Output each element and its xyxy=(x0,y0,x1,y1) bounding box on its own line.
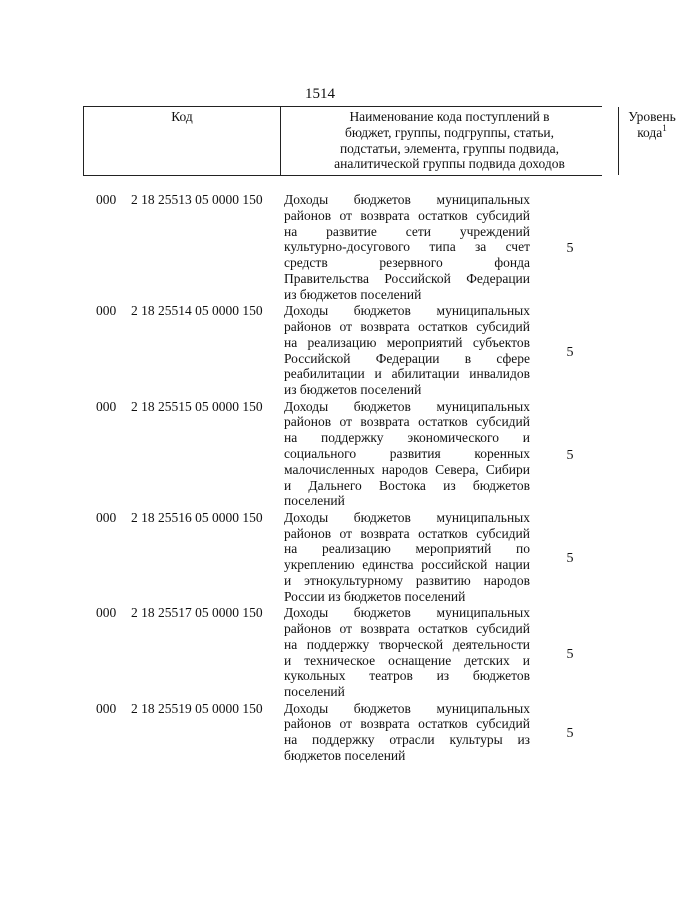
revenue-name-line: Доходы бюджетов муниципальных xyxy=(284,700,530,716)
revenue-name xyxy=(284,303,530,398)
admin-code: 000 xyxy=(96,192,117,207)
admin-code: 000 xyxy=(96,605,117,621)
revenue-name-line: укреплению единства российской нации xyxy=(284,557,530,573)
revenue-name-line: Доходы бюджетов муниципальных xyxy=(284,398,530,414)
revenue-name-line: из бюджетов поселений xyxy=(284,382,422,398)
header-name-line: бюджет, группы, подгруппы, статьи, xyxy=(345,124,554,140)
header-level-line2: кода$^1$ xyxy=(637,122,667,140)
revenue-name-line: кукольных театров из бюджетов xyxy=(284,668,530,684)
header-name xyxy=(281,107,619,175)
header-name-line: аналитической группы подвида доходов xyxy=(334,156,565,172)
revenue-name-line: районов от возврата остатков субсидий xyxy=(284,716,530,732)
revenue-name-line: районов от возврата остатков субсидий xyxy=(284,525,530,541)
code-level: 5 xyxy=(566,726,574,742)
revenue-name xyxy=(284,510,530,605)
revenue-name-line: на поддержку экономического и xyxy=(284,430,530,446)
header-level-line1: Уровень xyxy=(628,109,676,124)
revenue-name-line: районов от возврата остатков субсидий xyxy=(284,620,530,636)
revenue-code: 2 18 25513 05 0000 150 xyxy=(131,192,263,207)
revenue-name-line: Доходы бюджетов муниципальных xyxy=(284,605,530,621)
revenue-name-line: культурно-досугового типа за счет xyxy=(284,239,530,255)
revenue-name-line: России из бюджетов поселений xyxy=(284,588,466,604)
header-name-line: Наименование кода поступлений в xyxy=(349,109,550,124)
revenue-name-line: Российской Федерации в сфере xyxy=(284,350,530,366)
admin-code: 000 xyxy=(96,303,117,319)
footnote-marker: 1 xyxy=(662,122,667,133)
admin-code: 000 xyxy=(96,700,117,716)
revenue-name-line: поселений xyxy=(284,493,345,509)
table-header xyxy=(83,106,676,176)
revenue-name-line: на реализацию мероприятий субъектов xyxy=(284,334,530,350)
code-level: 5 xyxy=(566,447,574,463)
header-level xyxy=(619,107,685,175)
revenue-name-line: на реализацию мероприятий по xyxy=(284,541,530,557)
revenue-name-line: средств резервного фонда xyxy=(284,255,530,271)
revenue-name-line: бюджетов поселений xyxy=(284,747,406,763)
revenue-name xyxy=(284,192,530,303)
admin-code: 000 xyxy=(96,398,117,414)
revenue-name-line: и техническое оснащение детских и xyxy=(284,652,530,668)
revenue-name-line: районов от возврата остатков субсидий xyxy=(284,207,530,223)
revenue-name-line: поселений xyxy=(284,684,345,700)
code-level: 5 xyxy=(566,344,574,360)
revenue-code: 2 18 25517 05 0000 150 xyxy=(131,605,263,621)
code-level: 5 xyxy=(566,551,574,567)
revenue-name-line: Доходы бюджетов муниципальных xyxy=(284,192,530,207)
revenue-name-line: на поддержку творческой деятельности xyxy=(284,636,530,652)
revenue-name-line: и Дальнего Востока из бюджетов xyxy=(284,477,530,493)
revenue-name-line: из бюджетов поселений xyxy=(284,286,422,302)
revenue-name xyxy=(284,605,530,700)
revenue-name-line: реабилитации и абилитации инвалидов xyxy=(284,366,530,382)
admin-code: 000 xyxy=(96,509,117,525)
revenue-code: 2 18 25514 05 0000 150 xyxy=(131,303,263,319)
page-number: 1514 xyxy=(305,86,335,102)
revenue-code: 2 18 25515 05 0000 150 xyxy=(131,398,263,414)
code-level: 5 xyxy=(566,646,574,662)
revenue-code: 2 18 25519 05 0000 150 xyxy=(131,700,263,716)
revenue-name-line: районов от возврата остатков субсидий xyxy=(284,414,530,430)
revenue-name-line: малочисленных народов Севера, Сибири xyxy=(284,461,530,477)
revenue-name-line: на поддержку отрасли культуры из xyxy=(284,732,530,748)
code-level: 5 xyxy=(566,241,574,257)
revenue-name-line: Доходы бюджетов муниципальных xyxy=(284,303,530,319)
revenue-name-line: Доходы бюджетов муниципальных xyxy=(284,509,530,525)
revenue-name xyxy=(284,701,530,764)
revenue-name-line: Правительства Российской Федерации xyxy=(284,270,530,286)
revenue-name-line: и этнокультурному развитию народов xyxy=(284,572,530,588)
revenue-name-line: социального развития коренных xyxy=(284,445,530,461)
revenue-code: 2 18 25516 05 0000 150 xyxy=(131,509,263,525)
header-name-line: подстатьи, элемента, группы подвида, xyxy=(339,140,560,156)
revenue-name-line: районов от возврата остатков субсидий xyxy=(284,318,530,334)
revenue-name xyxy=(284,399,530,510)
revenue-name-line: на развитие сети учреждений xyxy=(284,223,530,239)
header-code: Код xyxy=(84,107,281,175)
